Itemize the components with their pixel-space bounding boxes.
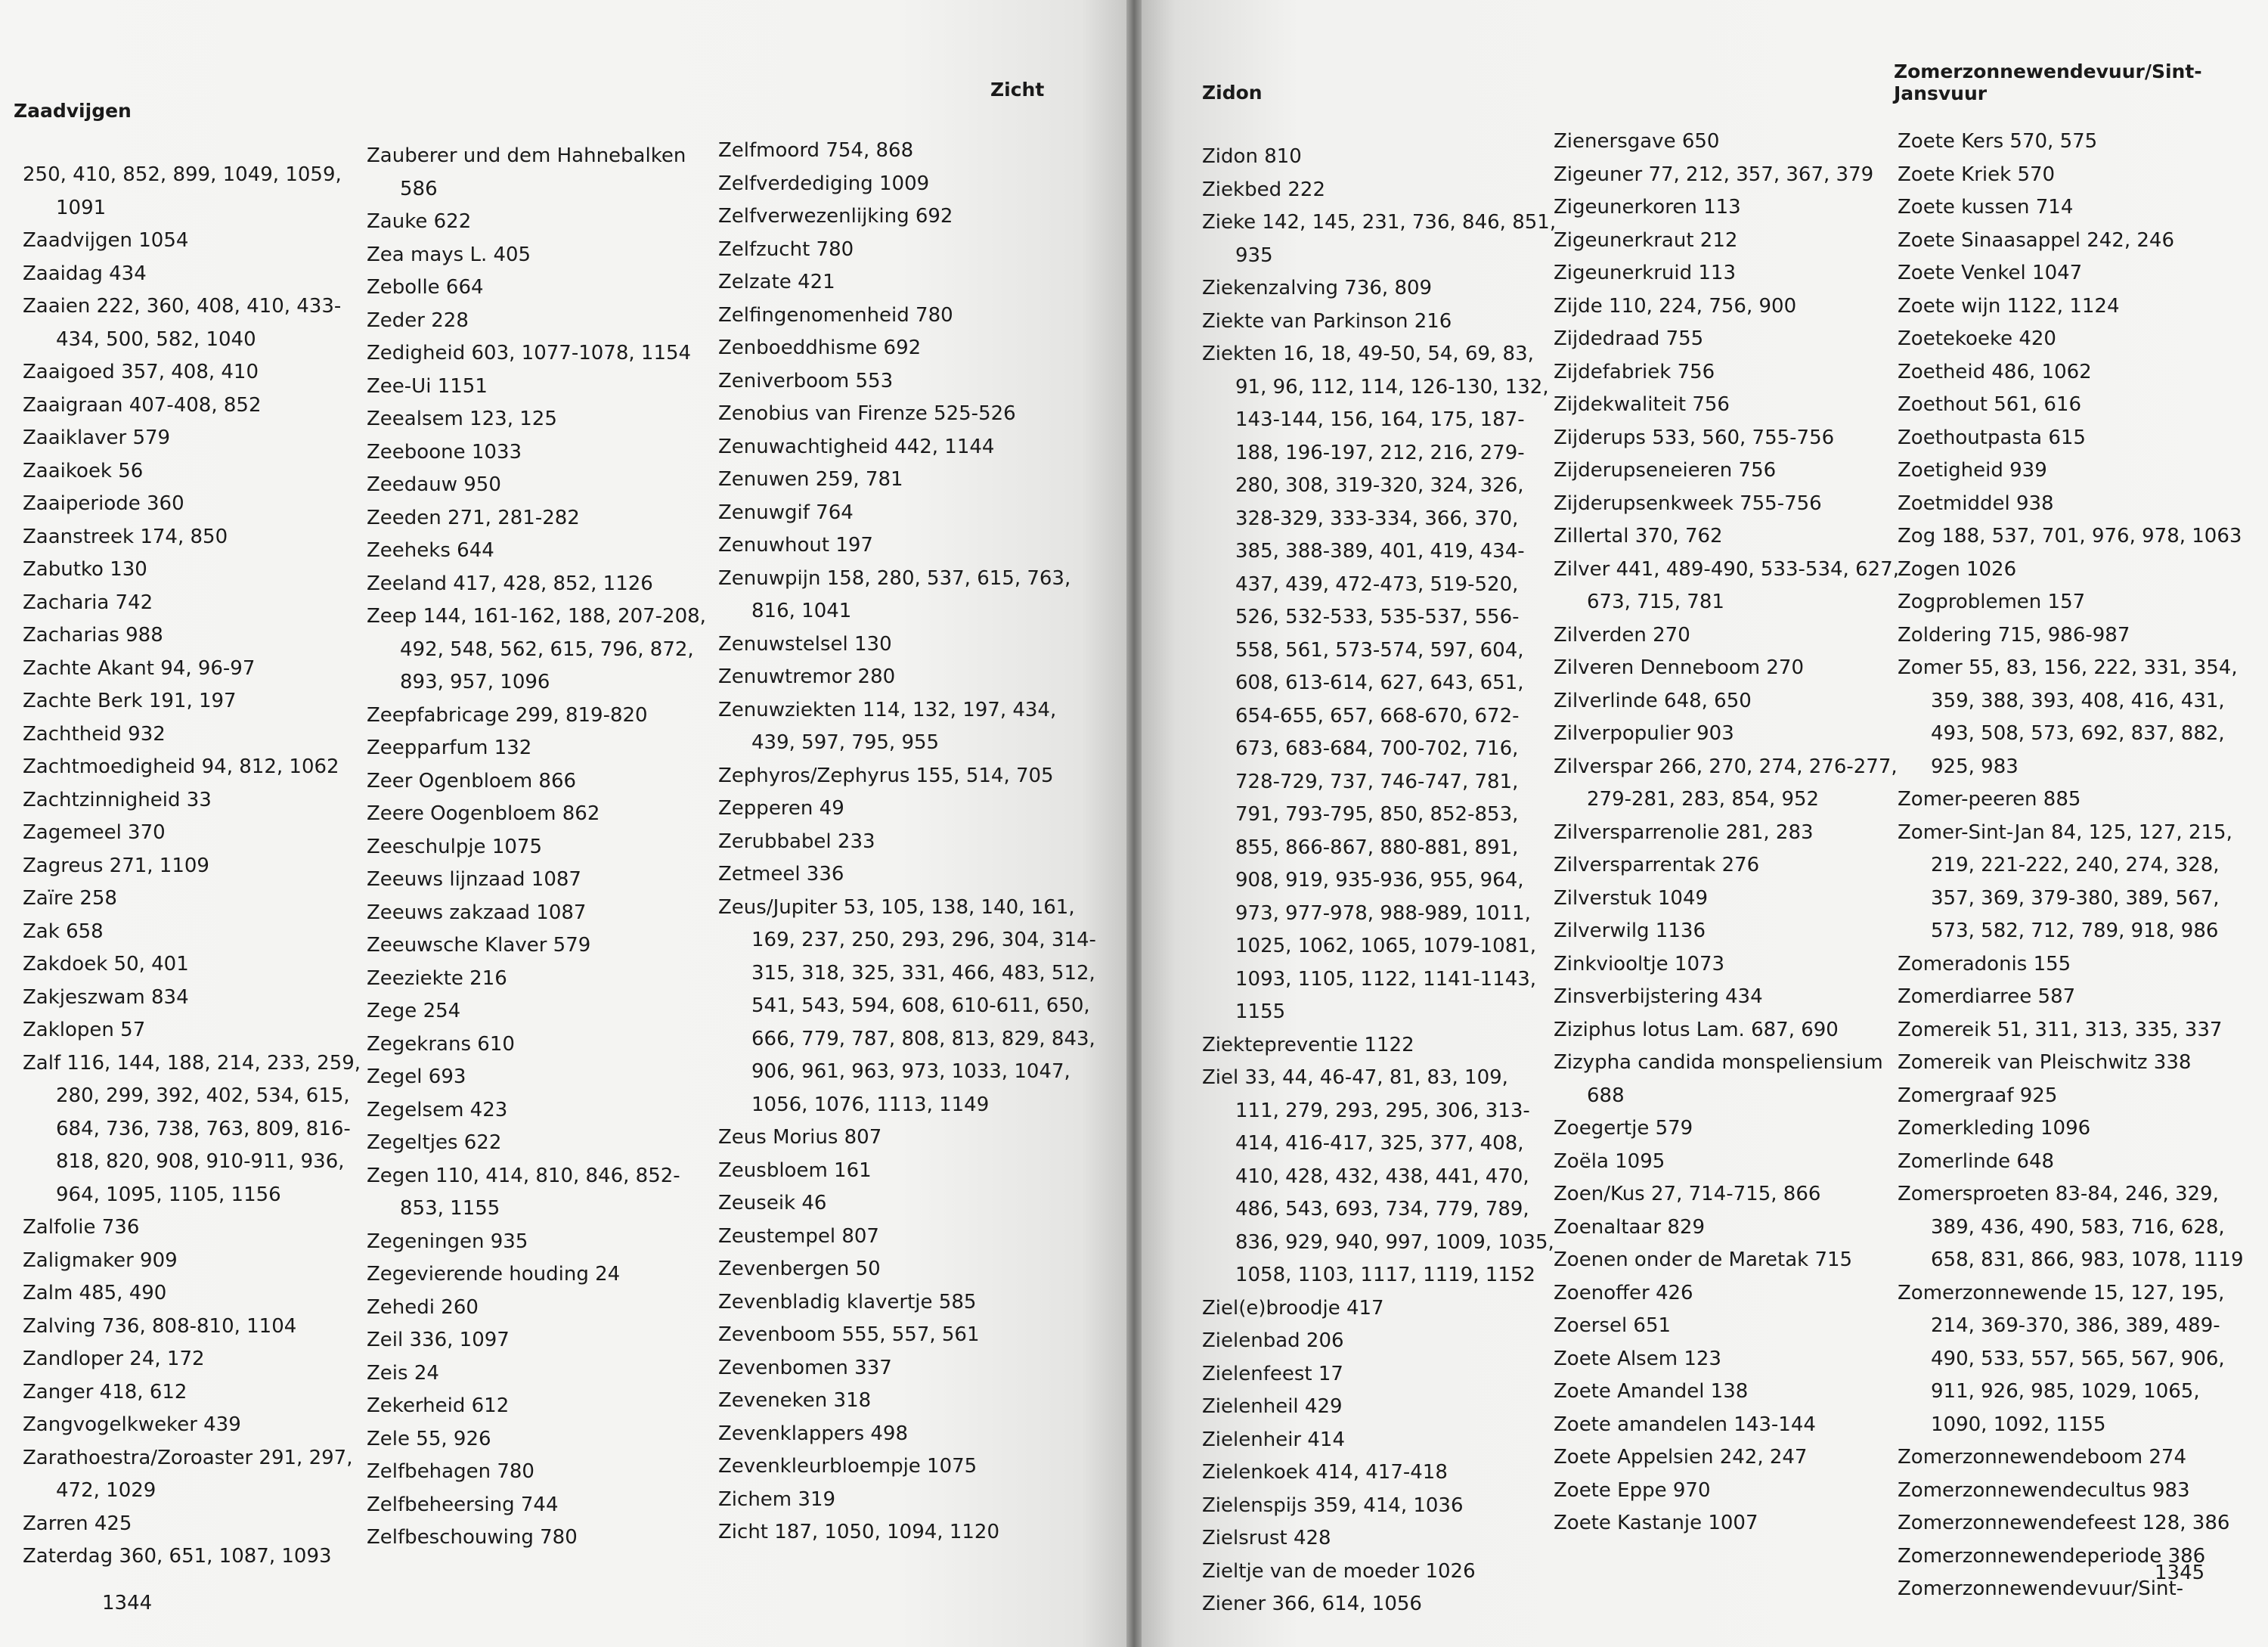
index-entry: Zeedauw 950 — [367, 473, 501, 496]
index-entry: Zagreus 271, 1109 — [23, 854, 209, 877]
index-entry: Zienersgave 650 — [1554, 130, 1720, 153]
index-entry: Zoetekoeke 420 — [1898, 327, 2056, 350]
index-entry: Zeeuwsche Klaver 579 — [367, 934, 591, 957]
index-entry: Zoersel 651 — [1554, 1314, 1672, 1337]
index-entry: Zeveneken 318 — [718, 1389, 872, 1412]
index-entry: Zevenbergen 50 — [718, 1258, 881, 1280]
right-page-header-left: Zidon — [1202, 82, 1263, 104]
index-entry: Zoldering 715, 986-987 — [1898, 623, 2130, 647]
index-entry: Zaterdag 360, 651, 1087, 1093 — [23, 1545, 332, 1568]
index-entry: Zielenheir 414 — [1202, 1428, 1346, 1451]
right-page-column-2 — [1554, 126, 1909, 1540]
index-entry: Zoethoutpasta 615 — [1898, 426, 2086, 449]
index-entry: Zeeheks 644 — [367, 539, 494, 562]
index-entry: Zilverwilg 1136 — [1554, 920, 1706, 942]
index-entry: Zaanstreek 174, 850 — [23, 525, 228, 548]
index-entry: Zacharias 988 — [23, 624, 163, 647]
left-page-column-1 — [23, 159, 378, 1574]
index-entry: Zogproblemen 157 — [1898, 591, 2086, 613]
index-entry: Zilversparrenolie 281, 283 — [1554, 820, 1814, 844]
index-entry: Ziektepreventie 1122 — [1202, 1033, 1414, 1056]
right-page-column-1 — [1202, 141, 1557, 1621]
index-entry: Zoenoffer 426 — [1554, 1281, 1693, 1304]
index-entry: Zijderupseneieren 756 — [1554, 459, 1777, 482]
index-entry: Zoetigheid 939 — [1898, 459, 2047, 482]
index-entry: Ziekenzalving 736, 809 — [1202, 277, 1433, 299]
index-entry: Zaadvijgen 1054 — [23, 229, 189, 252]
index-entry: Zieke 142, 145, 231, 736, 846, 851, 935 — [1202, 211, 1557, 267]
index-entry: Zomergraaf 925 — [1898, 1084, 2058, 1107]
index-entry: Zilverspar 266, 270, 274, 276-277, 279-281, 283, 854, 952 — [1554, 755, 1898, 811]
index-entry: Zenuwstelsel 130 — [718, 632, 892, 656]
index-entry: Zoen/Kus 27, 714-715, 866 — [1554, 1183, 1821, 1205]
index-entry: Zoete kussen 714 — [1898, 196, 2074, 219]
index-entry: Zoethout 561, 616 — [1898, 393, 2082, 416]
index-entry: Zoëla 1095 — [1554, 1149, 1665, 1173]
index-entry: Zielsrust 428 — [1202, 1527, 1331, 1549]
index-entry: Zielenbad 206 — [1202, 1329, 1344, 1352]
index-entry: Zeere Oogenbloem 862 — [367, 802, 600, 825]
index-entry: Zenuwgif 764 — [718, 501, 854, 524]
index-entry: Zomer-peeren 885 — [1898, 788, 2081, 811]
index-entry: Zegel 693 — [367, 1065, 466, 1088]
index-entry: Zoete amandelen 143-144 — [1554, 1413, 1816, 1436]
index-entry: Zieltje van de moeder 1026 — [1202, 1559, 1476, 1583]
index-entry: Zoenaltaar 829 — [1554, 1215, 1705, 1239]
index-entry: Zegekrans 610 — [367, 1032, 515, 1056]
index-entry: Zaklopen 57 — [23, 1019, 146, 1041]
index-entry: Zachte Akant 94, 96-97 — [23, 656, 256, 680]
index-entry: Zaaidag 434 — [23, 262, 147, 285]
left-page — [0, 0, 1126, 1647]
index-entry: Zak 658 — [23, 920, 104, 943]
index-entry: Zeeboone 1033 — [367, 440, 522, 464]
index-entry: Zoete Sinaasappel 242, 246 — [1898, 228, 2174, 252]
index-entry: Ziziphus lotus Lam. 687, 690 — [1554, 1018, 1839, 1041]
left-page-header-left: Zaadvijgen — [14, 100, 132, 122]
index-entry: Zigeunerkraut 212 — [1554, 228, 1738, 252]
index-entry: Zeeziekte 216 — [367, 966, 507, 990]
index-entry: Zelfverwezenlijking 692 — [718, 205, 953, 228]
index-entry: Zomerzonnewendeperiode 386 — [1898, 1544, 2206, 1568]
index-entry: Zomerlinde 648 — [1898, 1149, 2055, 1173]
index-entry: Zenuwziekten 114, 132, 197, 434, 439, 597, 795, 955 — [718, 698, 1057, 754]
index-entry: Zaaien 222, 360, 408, 410, 433-434, 500, 582, 1040 — [23, 295, 342, 351]
index-entry: Zilverstuk 1049 — [1554, 886, 1709, 910]
index-entry: Zekerheid 612 — [367, 1394, 510, 1417]
book-gutter — [1126, 0, 1142, 1647]
index-entry: Zeniverboom 553 — [718, 369, 894, 392]
index-entry: Zeeden 271, 281-282 — [367, 506, 580, 529]
index-entry: Zijderupsenkweek 755-756 — [1554, 492, 1822, 515]
index-entry: Zeus/Jupiter 53, 105, 138, 140, 161, 169, 237, 250, 293, 296, 304, 314-315, 318, 325, 331, 466, 483, 512, 541, 543, 594, 608, 610-611, 650, 666, 779, 787, 808, 813, 829, 843, 906, 961, 963, 973, 1033, 1047, 1056, 1076, 1113, 1149 — [718, 895, 1096, 1116]
index-entry: Zilversparrentak 276 — [1554, 854, 1760, 876]
index-entry: Zandloper 24, 172 — [23, 1348, 205, 1370]
index-entry: Zomereik 51, 311, 313, 335, 337 — [1898, 1018, 2223, 1041]
index-entry: Zenuwachtigheid 442, 1144 — [718, 435, 995, 458]
right-page-number: 1345 — [2155, 1562, 2205, 1584]
index-entry: Zeusbloem 161 — [718, 1158, 872, 1182]
index-entry: Zakdoek 50, 401 — [23, 953, 189, 975]
index-entry: Zielenkoek 414, 417-418 — [1202, 1461, 1448, 1484]
left-page-number: 1344 — [102, 1592, 153, 1614]
index-entry: Zidon 810 — [1202, 145, 1302, 168]
index-entry: Zelfzucht 780 — [718, 237, 854, 261]
index-entry: Zagemeel 370 — [23, 821, 166, 844]
index-entry: Zeepfabricage 299, 819-820 — [367, 703, 648, 727]
index-entry: Zomerzonnewendeboom 274 — [1898, 1446, 2187, 1469]
index-entry: Zaaigoed 357, 408, 410 — [23, 361, 259, 383]
index-entry: Zoete Kastanje 1007 — [1554, 1512, 1758, 1534]
index-entry: Zoegertje 579 — [1554, 1117, 1693, 1140]
index-entry: Zinsverbijstering 434 — [1554, 985, 1763, 1008]
index-entry: Zelfbeheersing 744 — [367, 1493, 559, 1516]
index-entry: Zelfbehagen 780 — [367, 1460, 534, 1483]
index-entry: Zomer 55, 83, 156, 222, 331, 354, 359, 388, 393, 408, 416, 431, 493, 508, 573, 692, 837, 882, 925, 983 — [1898, 656, 2238, 778]
index-entry: Zehedi 260 — [367, 1295, 479, 1319]
index-entry: Zilverlinde 648, 650 — [1554, 689, 1752, 712]
index-entry: Zogen 1026 — [1898, 557, 2017, 581]
index-entry: Zeustempel 807 — [718, 1224, 879, 1248]
index-entry: Zephyros/Zephyrus 155, 514, 705 — [718, 764, 1054, 787]
index-entry: Zeus Morius 807 — [718, 1126, 882, 1149]
index-entry: Ziekbed 222 — [1202, 178, 1325, 201]
index-entry: Ziekte van Parkinson 216 — [1202, 309, 1452, 333]
index-entry: Zakjeszwam 834 — [23, 985, 189, 1009]
index-entry: Zomerzonnewendefeest 128, 386 — [1898, 1512, 2230, 1534]
right-page-header-right: Zomerzonnewendevuur/Sint-Jansvuur — [1894, 60, 2202, 104]
index-entry: Zaïre 258 — [23, 887, 117, 910]
index-entry: Zaaiperiode 360 — [23, 492, 184, 515]
index-entry: Zigeunerkruid 113 — [1554, 262, 1737, 284]
index-entry: Zizypha candida monspeliensium 688 — [1554, 1051, 1883, 1107]
index-entry: Zomerdiarree 587 — [1898, 985, 2076, 1008]
index-entry: Zalm 485, 490 — [23, 1282, 167, 1304]
index-entry: Zaaiklaver 579 — [23, 426, 171, 449]
index-entry: Zalf 116, 144, 188, 214, 233, 259, 280, 299, 392, 402, 534, 615, 684, 736, 738, 763, 809, 816-818, 820, 908, 910-911, 936, 964, 1095, 1105, 1156 — [23, 1051, 361, 1206]
index-entry: Zalving 736, 808-810, 1104 — [23, 1314, 297, 1338]
index-entry: Zoete Kers 570, 575 — [1898, 130, 2098, 153]
right-page-column-3 — [1898, 126, 2260, 1606]
index-entry: Zinkviooltje 1073 — [1554, 952, 1725, 975]
index-entry: Zoete wijn 1122, 1124 — [1898, 294, 2120, 318]
index-entry: Zeder 228 — [367, 309, 469, 332]
index-entry: Zaligmaker 909 — [23, 1248, 178, 1272]
index-entry: Zevenbladig klavertje 585 — [718, 1290, 977, 1314]
index-entry: Zegelsem 423 — [367, 1098, 508, 1121]
index-entry: Zomerzonnewende 15, 127, 195, 214, 369-370, 386, 389, 489-490, 533, 557, 565, 567, 906, 911, 926, 985, 1029, 1065, 1090, 1092, 1155 — [1898, 1281, 2225, 1436]
index-entry: Zevenklappers 498 — [718, 1422, 909, 1445]
index-entry: Zelfingenomenheid 780 — [718, 303, 953, 327]
index-entry: Zenuwen 259, 781 — [718, 468, 903, 491]
index-entry: Zabutko 130 — [23, 558, 147, 581]
index-entry: Zijdekwaliteit 756 — [1554, 393, 1730, 416]
index-entry: Zilverpopulier 903 — [1554, 722, 1734, 745]
index-entry: Zoetheid 486, 1062 — [1898, 360, 2092, 383]
index-entry: Zeeuws zakzaad 1087 — [367, 901, 587, 924]
index-entry: Zenuwhout 197 — [718, 534, 873, 557]
index-entry: Zevenboom 555, 557, 561 — [718, 1323, 980, 1346]
index-entry: Zachtheid 932 — [23, 722, 166, 746]
index-entry: Zilveren Denneboom 270 — [1554, 656, 1805, 679]
index-entry: Zege 254 — [367, 1000, 461, 1022]
index-entry: Zoetmiddel 938 — [1898, 492, 2054, 515]
index-entry: Zoete Alsem 123 — [1554, 1347, 1721, 1370]
index-entry: Zaaigraan 407-408, 852 — [23, 393, 262, 417]
index-entry: Zea mays L. 405 — [367, 243, 531, 266]
index-entry: Zomereik van Pleischwitz 338 — [1898, 1051, 2192, 1074]
index-entry: Zenuwpijn 158, 280, 537, 615, 763, 816, 1041 — [718, 566, 1071, 622]
index-entry: 250, 410, 852, 899, 1049, 1059, 1091 — [23, 163, 342, 219]
index-entry: Zomerzonnewendevuur/Sint- — [1898, 1577, 2184, 1600]
index-entry: Zepperen 49 — [718, 797, 844, 820]
index-entry: Zachtmoedigheid 94, 812, 1062 — [23, 755, 339, 778]
index-entry: Zebolle 664 — [367, 276, 484, 299]
index-entry: Zomeradonis 155 — [1898, 952, 2071, 975]
index-entry: Zilver 441, 489-490, 533-534, 627, 673, 715, 781 — [1554, 557, 1899, 613]
index-entry: Zeeuws lijnzaad 1087 — [367, 868, 581, 891]
index-entry: Zog 188, 537, 701, 976, 978, 1063 — [1898, 525, 2242, 547]
index-entry: Zoete Kriek 570 — [1898, 163, 2056, 186]
index-entry: Zillertal 370, 762 — [1554, 525, 1723, 547]
index-entry: Zeil 336, 1097 — [367, 1329, 510, 1351]
index-entry: Zetmeel 336 — [718, 863, 844, 886]
index-entry: Ziekten 16, 18, 49-50, 54, 69, 83, 91, 96, 112, 114, 126-130, 132, 143-144, 156, 164, 175, 187-188, 196-197, 212, 216, 279-280, 308, 319-320, 324, 326, 328-329, 333-334, 366, 370, 385, 388-389, 401, 419, 434-437, 439, 472-473, 519-520, 526, 532-533, 535-537, 556-558, 561, 573-574, 597, 604, 608, 613-614, 627, 643, 651, 654-655, 657, 668-670, 672-673, 683-684, 700-702, 716, 728-729, 737, 746-747, 781, 791, 793-795, 850, 852-853, 855, 866-867, 880-881, 891, 908, 919, 935-936, 955, 964, 973, 977-978, 988-989, 1011, 1025, 1062, 1065, 1079-1081, 1093, 1105, 1122, 1141-1143, 1155 — [1202, 343, 1549, 1023]
index-entry: Zeep 144, 161-162, 188, 207-208, 492, 548, 562, 615, 796, 872, 893, 957, 1096 — [367, 605, 706, 693]
index-entry: Zeeland 417, 428, 852, 1126 — [367, 572, 653, 595]
index-entry: Zeealsem 123, 125 — [367, 408, 557, 430]
index-entry: Ziel 33, 44, 46-47, 81, 83, 109, 111, 279, 293, 295, 306, 313-414, 416-417, 325, 377, 408, 410, 428, 432, 438, 441, 470, 486, 543, 693, 734, 779, 789, 836, 929, 940, 997, 1009, 1035, 1058, 1103, 1117, 1119, 1152 — [1202, 1066, 1554, 1286]
index-entry: Zielenfeest 17 — [1202, 1362, 1343, 1385]
index-entry: Zijderups 533, 560, 755-756 — [1554, 426, 1835, 449]
index-entry: Zauberer und dem Hahnebalken 586 — [367, 144, 686, 200]
left-page-column-2 — [367, 140, 722, 1555]
index-entry: Zaaikoek 56 — [23, 459, 144, 482]
index-entry: Zeer Ogenbloem 866 — [367, 769, 577, 792]
index-entry: Zanger 418, 612 — [23, 1380, 187, 1404]
index-entry: Zoete Venkel 1047 — [1898, 262, 2083, 284]
index-entry: Zacharia 742 — [23, 591, 153, 614]
index-entry: Zegen 110, 414, 810, 846, 852-853, 1155 — [367, 1164, 680, 1220]
index-entry: Zerubbabel 233 — [718, 830, 875, 853]
index-entry: Zoete Appelsien 242, 247 — [1554, 1446, 1808, 1469]
index-entry: Zichem 319 — [718, 1487, 836, 1511]
index-entry: Zomerzonnewendecultus 983 — [1898, 1478, 2190, 1502]
index-entry: Zachtzinnigheid 33 — [23, 788, 212, 811]
index-entry: Zenboeddhisme 692 — [718, 337, 922, 359]
index-entry: Zedigheid 603, 1077-1078, 1154 — [367, 342, 692, 364]
index-entry: Zielenspijs 359, 414, 1036 — [1202, 1493, 1464, 1517]
index-entry: Zele 55, 926 — [367, 1427, 491, 1450]
index-entry: Zielenheil 429 — [1202, 1395, 1343, 1418]
index-entry: Zeeschulpje 1075 — [367, 835, 542, 858]
index-entry: Zelfverdediging 1009 — [718, 172, 930, 195]
left-page-column-3 — [718, 135, 1096, 1549]
index-entry: Zee-Ui 1151 — [367, 374, 488, 398]
index-entry: Zarren 425 — [23, 1512, 132, 1535]
index-entry: Zijdedraad 755 — [1554, 327, 1704, 350]
index-entry: Zigeunerkoren 113 — [1554, 196, 1741, 219]
index-entry: Ziel(e)broodje 417 — [1202, 1296, 1384, 1320]
index-entry: Zangvogelkweker 439 — [23, 1413, 241, 1436]
index-entry: Zegevierende houding 24 — [367, 1263, 621, 1286]
index-entry: Ziener 366, 614, 1056 — [1202, 1593, 1422, 1615]
index-entry: Zelfbeschouwing 780 — [367, 1526, 578, 1549]
index-entry: Zalfolie 736 — [23, 1216, 140, 1239]
index-entry: Zeis 24 — [367, 1361, 439, 1385]
index-entry: Zenuwtremor 280 — [718, 665, 896, 688]
index-entry: Zomerkleding 1096 — [1898, 1117, 2091, 1140]
index-entry: Zicht 187, 1050, 1094, 1120 — [718, 1521, 999, 1543]
index-entry: Zoenen onder de Maretak 715 — [1554, 1248, 1853, 1271]
index-entry: Zevenkleurbloempje 1075 — [718, 1455, 978, 1478]
index-entry: Zegeningen 935 — [367, 1230, 528, 1253]
index-entry: Zarathoestra/Zoroaster 291, 297, 472, 1029 — [23, 1446, 353, 1502]
index-entry: Zenobius van Firenze 525-526 — [718, 402, 1016, 425]
index-entry: Zijde 110, 224, 756, 900 — [1554, 294, 1797, 318]
index-entry: Zomer-Sint-Jan 84, 125, 127, 215, 219, 221-222, 240, 274, 328, 357, 369, 379-380, 389, 567, 573, 582, 712, 789, 918, 986 — [1898, 820, 2232, 942]
index-entry: Zeuseik 46 — [718, 1192, 827, 1214]
index-entry: Zevenbomen 337 — [718, 1356, 892, 1379]
index-entry: Zauke 622 — [367, 210, 472, 233]
right-page — [1142, 0, 2268, 1647]
index-entry: Zelfmoord 754, 868 — [718, 139, 914, 162]
index-entry: Zachte Berk 191, 197 — [23, 690, 237, 712]
index-entry: Zilverden 270 — [1554, 623, 1690, 647]
index-entry: Zoete Amandel 138 — [1554, 1380, 1749, 1403]
left-page-header-right: Zicht — [990, 79, 1045, 101]
index-entry: Zigeuner 77, 212, 357, 367, 379 — [1554, 163, 1874, 186]
index-entry: Zomersproeten 83-84, 246, 329, 389, 436, 490, 583, 716, 628, 658, 831, 866, 983, 1078, 1119 — [1898, 1183, 2244, 1271]
index-entry: Zegeltjes 622 — [367, 1131, 502, 1154]
index-entry: Zijdefabriek 756 — [1554, 360, 1715, 383]
index-entry: Zelzate 421 — [718, 271, 835, 293]
index-entry: Zeepparfum 132 — [367, 737, 532, 759]
index-entry: Zoete Eppe 970 — [1554, 1478, 1711, 1502]
